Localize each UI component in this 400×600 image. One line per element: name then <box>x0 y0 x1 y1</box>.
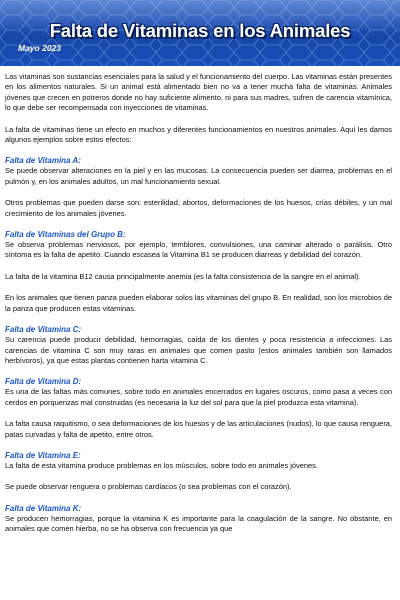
header-banner <box>0 0 400 66</box>
section-vitamin-b <box>5 230 392 314</box>
intro-paragraph: Las vitaminas son sustancias esenciales para la salud y el funcionamiento del cuerpo. Las vitaminas están presentes en los alimentos naturales. Si un animal está alimentado bien no va a tener mucha falta de vitaminas. Animales jóvenes que crecen en potreros donde no hay suficiente alimento, ni para sus madres, sufren de carencia vitamínica, lo que debe ser recompensada con inyecciones de vitaminas. <box>5 72 392 113</box>
section-paragraph: Es una de las faltas más comunes, sobre todo en animales encerrados en lugares oscuros, como pasa a veces con cerdos en porquerizas mal construidas (es necesaria la luz del sol para que la piel produzca esta vitamina). <box>5 387 392 407</box>
issue-date: Mayo 2023 <box>18 43 61 53</box>
section-paragraph: Su carencia puede producir debilidad, hemorragias, caída de los dientes y poca resistencia a infecciones. Las carencias de vitamina C son muy raras en animales que comen pasto (estos animales también son llamados herbívoros), ya que estas plantas contienen harta vitamina C. <box>5 335 392 365</box>
section-vitamin-c <box>5 325 392 366</box>
section-paragraph: Otros problemas que pueden darse son: esterilidad, abortos, deformaciones de los huesos, crías débiles, y un mal crecimiento de los animales jóvenes. <box>5 198 392 218</box>
section-vitamin-d <box>5 377 392 440</box>
section-paragraph: La falta de la vitamina B12 causa principalmente anemia (es la falta consistencia de la sangre en el animal). <box>5 271 361 281</box>
section-paragraph: En los animales que tienen panza pueden elaborar solos las vitaminas del grupo B. En realidad, son los microbios de la panza que producen estas vitaminas. <box>5 293 392 313</box>
section-heading: Falta de Vitamina A: <box>5 156 81 166</box>
section-heading: Falta de Vitamina E: <box>5 450 81 460</box>
section-heading: Falta de Vitamina C: <box>5 325 82 335</box>
article-body <box>0 66 400 535</box>
section-vitamin-e <box>5 451 392 493</box>
section-paragraph: Se observa problemas nerviosos, por ejemplo, temblores, convulsiones, una caminar alterado o parálisis. Otro síntoma es la falta de apetito. Cuando escasea la Vitamina B1 se producen diarreas y debilidad del corazón. <box>5 240 392 260</box>
section-paragraph: Se puede observar alteraciones en la piel y en las mucosas. La consecuencia pueden ser diarrea, problemas en el pulmón y, en los animales adultos, un mal funcionamiento sexual. <box>5 166 392 186</box>
section-paragraph: Se puede observar renguera o problemas cardíacos (o sea problemas con el corazón). <box>5 482 292 492</box>
section-heading: Falta de Vitaminas del Grupo B: <box>5 230 126 240</box>
section-paragraph: La falta causa raquitismo, o sea deformaciones de los huesos y de las articulaciones (nudos), lo que causa renguera, patas curvadas y falta de apetito, entre otros. <box>5 419 392 439</box>
intro-paragraph: La falta de vitaminas tiene un efecto en muchos y diferentes funcionamientos en nuestros animales. Aquí les damos algunos ejemplos sobre estos efectos: <box>5 124 392 145</box>
section-vitamin-k <box>5 504 392 535</box>
section-vitamin-a <box>5 156 392 219</box>
section-heading: Falta de Vitamina D: <box>5 377 82 387</box>
section-paragraph: La falta de esta vitamina produce problemas en los músculos, sobre todo en animales jóvenes. <box>5 460 318 470</box>
section-heading: Falta de Vitamina K: <box>5 503 82 513</box>
page-title: Falta de Vitaminas en los Animales <box>49 20 351 41</box>
section-paragraph: Se producen hemorragias, porque la vitamina K es importante para la coagulación de la sangre. No obstante, en animales que comen hierba, no se ha observa con frecuencia ya que <box>5 513 392 534</box>
